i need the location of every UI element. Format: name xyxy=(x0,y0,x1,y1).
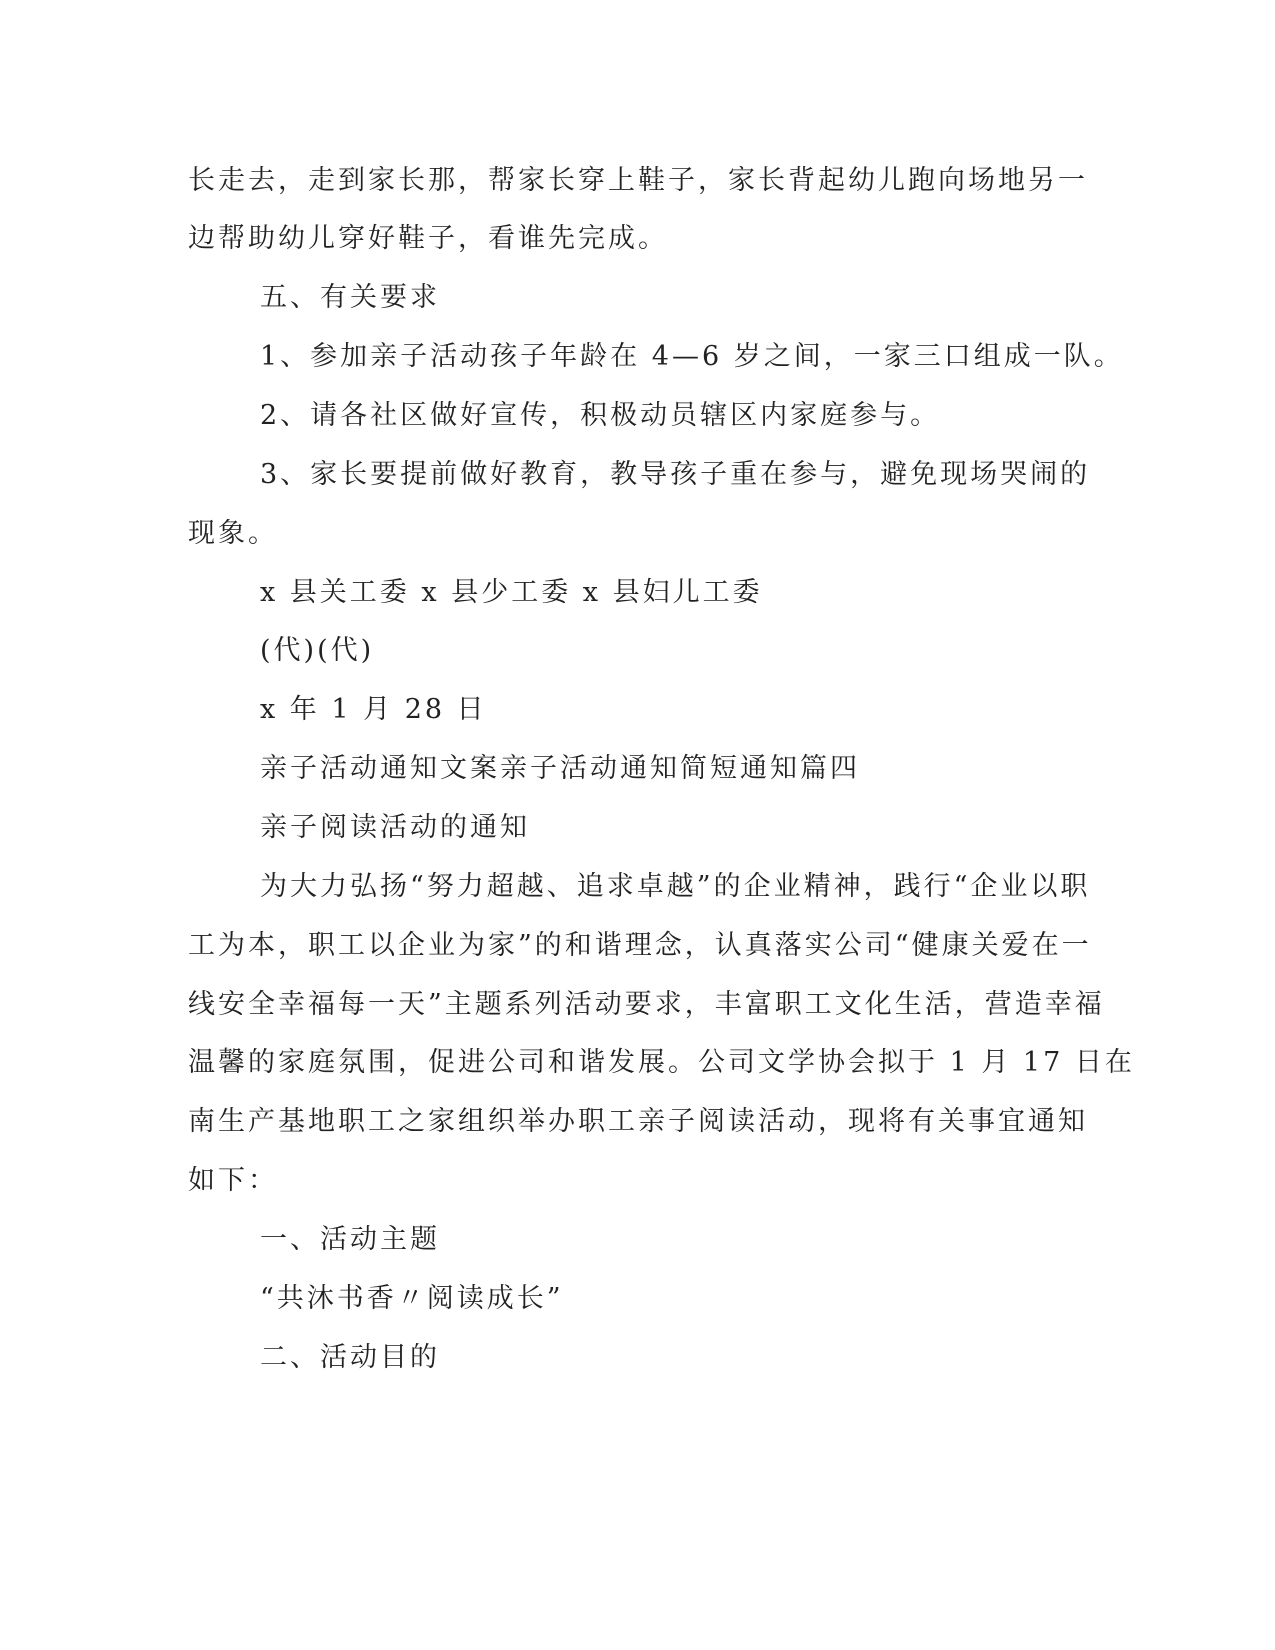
signature-line: (代)(代) xyxy=(260,635,375,666)
body-text-line: 边帮助幼儿穿好鞋子，看谁先完成。 xyxy=(188,223,668,254)
list-item: 2、请各社区做好宣传，积极动员辖区内家庭参与。 xyxy=(260,400,941,431)
section-heading: 五、有关要求 xyxy=(260,282,440,313)
body-text-line: 如下： xyxy=(188,1165,278,1196)
list-item: 3、家长要提前做好教育，教导孩子重在参与，避免现场哭闹的 xyxy=(260,459,1091,490)
body-text-line: 温馨的家庭氛围，促进公司和谐发展。公司文学协会拟于 1 月 17 日在 xyxy=(188,1047,1135,1078)
theme-line: “共沐书香〃阅读成长” xyxy=(260,1283,564,1314)
date-line: x 年 1 月 28 日 xyxy=(260,694,487,725)
signature-line: x 县关工委 x 县少工委 x 县妇儿工委 xyxy=(260,577,763,608)
body-text-line: 现象。 xyxy=(188,518,278,549)
body-text-line: 长走去，走到家长那，帮家长穿上鞋子，家长背起幼儿跑向场地另一 xyxy=(188,165,1088,196)
section-title: 亲子活动通知文案亲子活动通知简短通知篇四 xyxy=(260,753,860,784)
section-heading: 一、活动主题 xyxy=(260,1224,440,1255)
list-item: 1、参加亲子活动孩子年龄在 4—6 岁之间，一家三口组成一队。 xyxy=(260,341,1124,372)
body-text-line: 为大力弘扬“努力超越、追求卓越”的企业精神，践行“企业以职 xyxy=(260,871,1091,902)
body-text-line: 工为本，职工以企业为家”的和谐理念，认真落实公司“健康关爱在一 xyxy=(188,930,1092,961)
notice-title: 亲子阅读活动的通知 xyxy=(260,812,530,843)
section-heading: 二、活动目的 xyxy=(260,1342,440,1373)
body-text-line: 南生产基地职工之家组织举办职工亲子阅读活动，现将有关事宜通知 xyxy=(188,1106,1088,1137)
body-text-line: 线安全幸福每一天”主题系列活动要求，丰富职工文化生活，营造幸福 xyxy=(188,989,1105,1020)
